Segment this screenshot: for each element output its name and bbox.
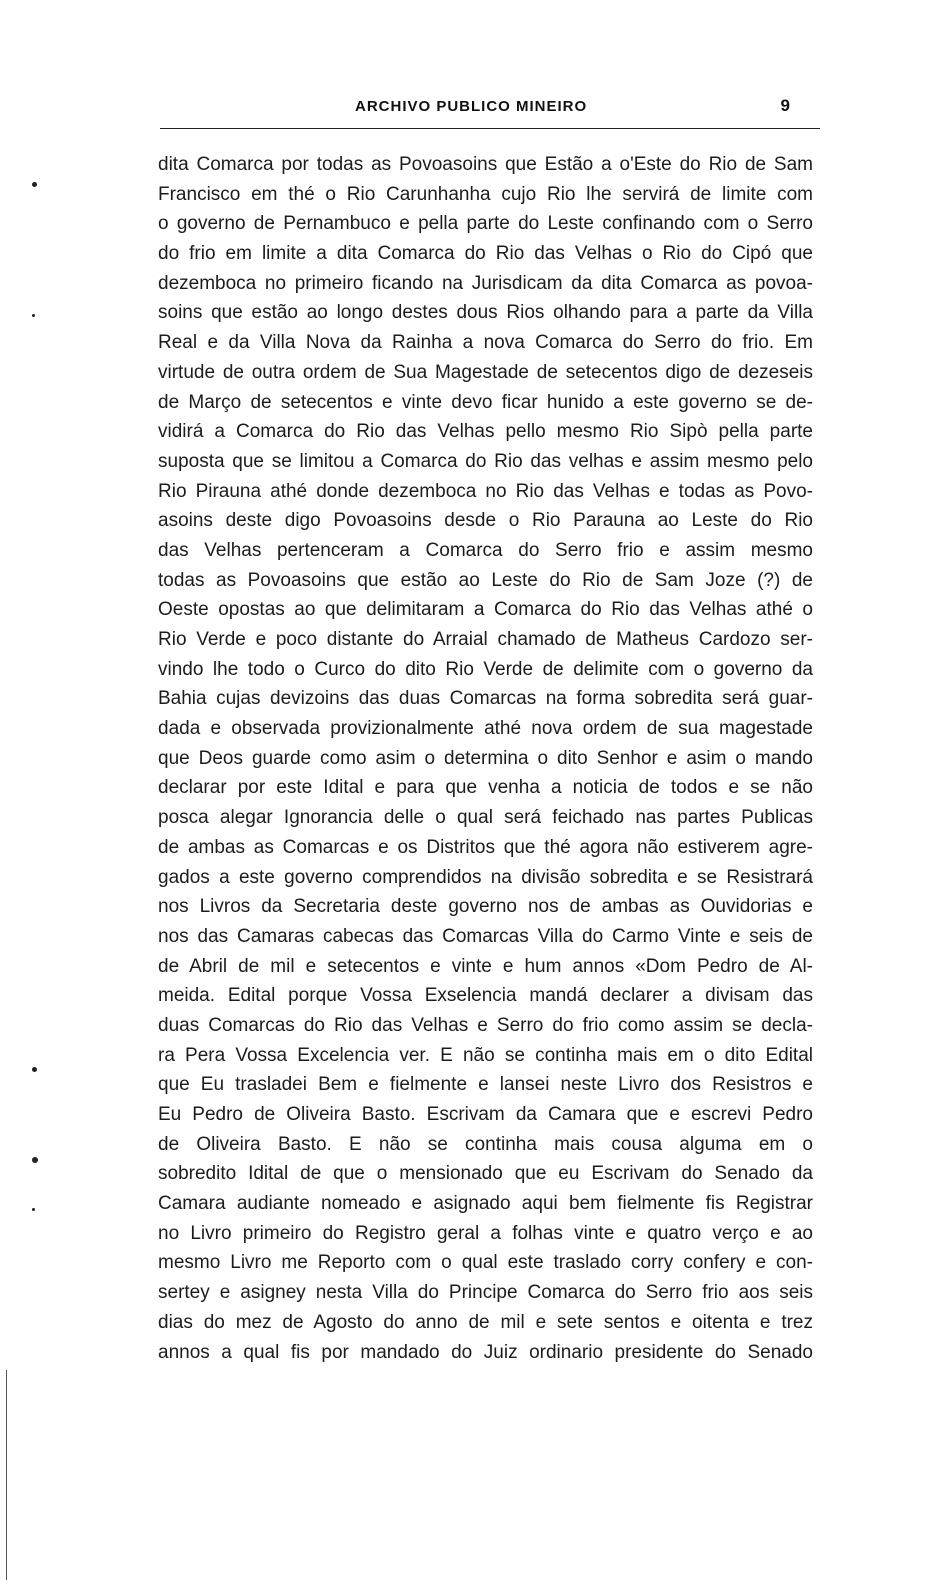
margin-mark (32, 1067, 37, 1072)
scan-edge-line (6, 1370, 7, 1580)
text-line: dada e observada provizionalmente athé nova ordem de sua magestade (158, 718, 813, 740)
text-line: dias do mez de Agosto do anno de mil e sete sentos e oitenta e trez (158, 1311, 813, 1333)
text-line: do frio em limite a dita Comarca do Rio das Velhas o Rio do Cipó que (158, 243, 813, 265)
text-line: annos a qual fis por mandado do Juiz ordinario presidente do Senado (158, 1341, 813, 1363)
text-line: Rio Pirauna athé donde dezemboca no Rio das Velhas e todas as Povo- (158, 480, 813, 502)
text-line: de ambas as Comarcas e os Distritos que thé agora não estiverem agre- (158, 836, 813, 858)
text-line: todas as Povoasoins que estão ao Leste do Rio de Sam Joze (?) de (158, 569, 813, 591)
text-line: Francisco em thé o Rio Carunhanha cujo Rio lhe servirá de limite com (158, 183, 813, 205)
text-line: de Abril de mil e setecentos e vinte e hum annos «Dom Pedro de Al- (158, 955, 813, 977)
text-line: o governo de Pernambuco e pella parte do Leste confinando com o Serro (158, 213, 813, 235)
running-header (160, 96, 820, 124)
text-line: de Março de setecentos e vinte devo ficar hunido a este governo se de- (158, 391, 813, 413)
text-line: suposta que se limitou a Comarca do Rio das velhas e assim mesmo pelo (158, 450, 813, 472)
text-line: que Deos guarde como asim o determina o dito Senhor e asim o mando (158, 747, 813, 769)
text-line: duas Comarcas do Rio das Velhas e Serro do frio como assim se decla- (158, 1014, 813, 1036)
text-line: que Eu trasladei Bem e fielmente e lansei neste Livro dos Resistros e (158, 1074, 813, 1096)
text-line: Camara audiante nomeado e asignado aqui bem fielmente fis Registrar (158, 1193, 813, 1215)
text-line: de Oliveira Basto. E não se continha mais cousa alguma em o (158, 1133, 813, 1155)
text-line: sertey e asigney nesta Villa do Principe Comarca do Serro frio aos seis (158, 1282, 813, 1304)
margin-mark (32, 182, 37, 187)
text-line: mesmo Livro me Reporto com o qual este traslado corry confery e con- (158, 1252, 813, 1274)
text-line: gados a este governo comprendidos na divisão sobredita e se Resistrará (158, 866, 813, 888)
text-line: ra Pera Vossa Excelencia ver. E não se continha mais em o dito Edital (158, 1044, 813, 1066)
text-line: declarar por este Idital e para que venha a noticia de todos e se não (158, 777, 813, 799)
text-line: asoins deste digo Povoasoins desde o Rio Parauna ao Leste do Rio (158, 510, 813, 532)
text-line: soins que estão ao longo destes dous Rios olhando para a parte da Villa (158, 302, 813, 324)
text-line: Real e da Villa Nova da Rainha a nova Comarca do Serro do frio. Em (158, 332, 813, 354)
text-line: Eu Pedro de Oliveira Basto. Escrivam da Camara que e escrevi Pedro (158, 1104, 813, 1125)
text-line: dezemboca no primeiro ficando na Jurisdicam da dita Comarca as povoa- (158, 272, 813, 294)
text-line: vindo lhe todo o Curco do dito Rio Verde de delimite com o governo da (158, 658, 813, 680)
text-line: no Livro primeiro do Registro geral a folhas vinte e quatro verço e ao (158, 1222, 813, 1244)
margin-mark (32, 314, 35, 317)
text-line: das Velhas pertenceram a Comarca do Serro frio e assim mesmo (158, 539, 813, 561)
text-line: posca alegar Ignorancia delle o qual será feichado nas partes Publicas (158, 807, 813, 829)
text-line: virtude de outra ordem de Sua Magestade de setecentos digo de dezeseis (158, 361, 813, 383)
margin-mark (32, 1208, 35, 1211)
page-number: 9 (780, 96, 790, 115)
text-line: sobredito Idital de que o mensionado que eu Escrivam do Senado da (158, 1163, 813, 1185)
header-rule (160, 128, 820, 129)
text-line: nos Livros da Secretaria deste governo nos de ambas as Ouvidorias e (158, 896, 813, 918)
margin-mark (32, 1157, 38, 1163)
text-line: Bahia cujas devizoins das duas Comarcas na forma sobredita será guar- (158, 688, 813, 710)
text-line: vidirá a Comarca do Rio das Velhas pello mesmo Rio Sipò pella parte (158, 421, 813, 443)
text-line: Oeste opostas ao que delimitaram a Comarca do Rio das Velhas athé o (158, 599, 813, 621)
text-line: dita Comarca por todas as Povoasoins que Estão a o'Este do Rio de Sam (158, 154, 813, 175)
body-text (158, 150, 813, 1367)
text-line: meida. Edital porque Vossa Exselencia mandá declarer a divisam das (158, 985, 813, 1007)
text-line: Rio Verde e poco distante do Arraial chamado de Matheus Cardozo ser- (158, 629, 813, 650)
header-title: ARCHIVO PUBLICO MINEIRO (355, 98, 588, 115)
text-line: nos das Camaras cabecas das Comarcas Villa do Carmo Vinte e seis de (158, 925, 813, 947)
